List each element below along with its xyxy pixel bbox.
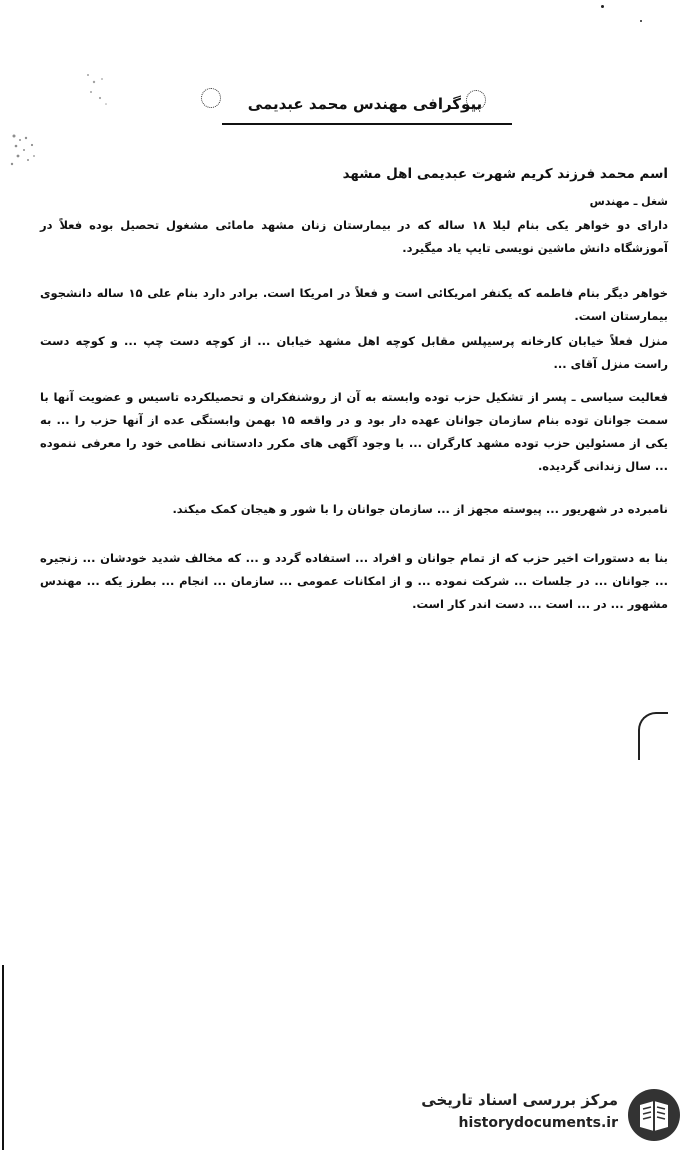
occupation-line: شغل ـ مهندس xyxy=(589,195,668,208)
paragraph: منزل فعلاً خیابان کارخانه پرسیپلس مقابل کوچه اهل مشهد خیابان ... از کوچه دست چپ ... و کوچه دست راست منزل آقای ... xyxy=(40,334,668,371)
paragraph: نامبرده در شهریور ... پیوسته مجهز از ... سازمان جوانان را با شور و هیجان کمک میکند. xyxy=(172,502,668,516)
margin-bracket-mark xyxy=(638,712,668,760)
paragraph: خواهر دیگر بنام فاطمه که یکنفر امریکائی است و فعلاً در امریکا است. برادر دارد بنام علی ۱۵ ساله دانشجوی بیمارستان است. xyxy=(40,286,668,323)
name-line: اسم محمد فرزند کریم شهرت عبدیمی اهل مشهد xyxy=(342,166,668,182)
document-title: بیوگرافی مهندس محمد عبدیمی xyxy=(247,95,483,113)
watermark-url: historydocuments.ir xyxy=(458,1115,618,1131)
paragraph: بنا به دستورات اخیر حزب که از تمام جوانان و افراد ... استفاده گردد و ... که مخالف شدید خودشان ... زنجیره ... جوانان ... در جلسات ... شرکت نموده ... و از امکانات عمومی ... سازمان ... انجام ... بطرز یکه ... مهندس مشهور ... در ... است ... دست اندر کار است. xyxy=(40,551,668,611)
watermark-title: مرکز بررسی اسناد تاریخی xyxy=(421,1091,618,1109)
scan-speck xyxy=(640,20,642,22)
left-edge-rule xyxy=(2,965,4,1150)
scan-smudge xyxy=(6,130,42,170)
scan-speck xyxy=(601,5,604,8)
scan-smudge xyxy=(82,70,112,110)
paragraph: فعالیت سیاسی ـ پسر از تشکیل حزب توده وابسته به آن از روشنفکران و تحصیلکرده تاسیس و عضویت آنها با سمت جوانان توده بنام سازمان جوانان عهده دار بود و در واقعه ۱۵ بهمن وابستگی عده از آنها حزب را ... به یکی از مسئولین حزب توده مشهد کارگران ... با وجود آگهی های مکرر دادستانی نظامی خود را معرفی ننموده ... سال زندانی گردیده. xyxy=(40,390,669,473)
title-underline xyxy=(222,123,512,125)
watermark xyxy=(415,1085,690,1145)
paragraph: دارای دو خواهر یکی بنام لیلا ۱۸ ساله که در بیمارستان زنان مشهد مامائی مشغول تحصیل بوده فعلاً در آموزشگاه دانش ماشین نویسی تایپ یاد میگیرد. xyxy=(40,218,668,255)
archive-logo-icon xyxy=(626,1087,682,1143)
